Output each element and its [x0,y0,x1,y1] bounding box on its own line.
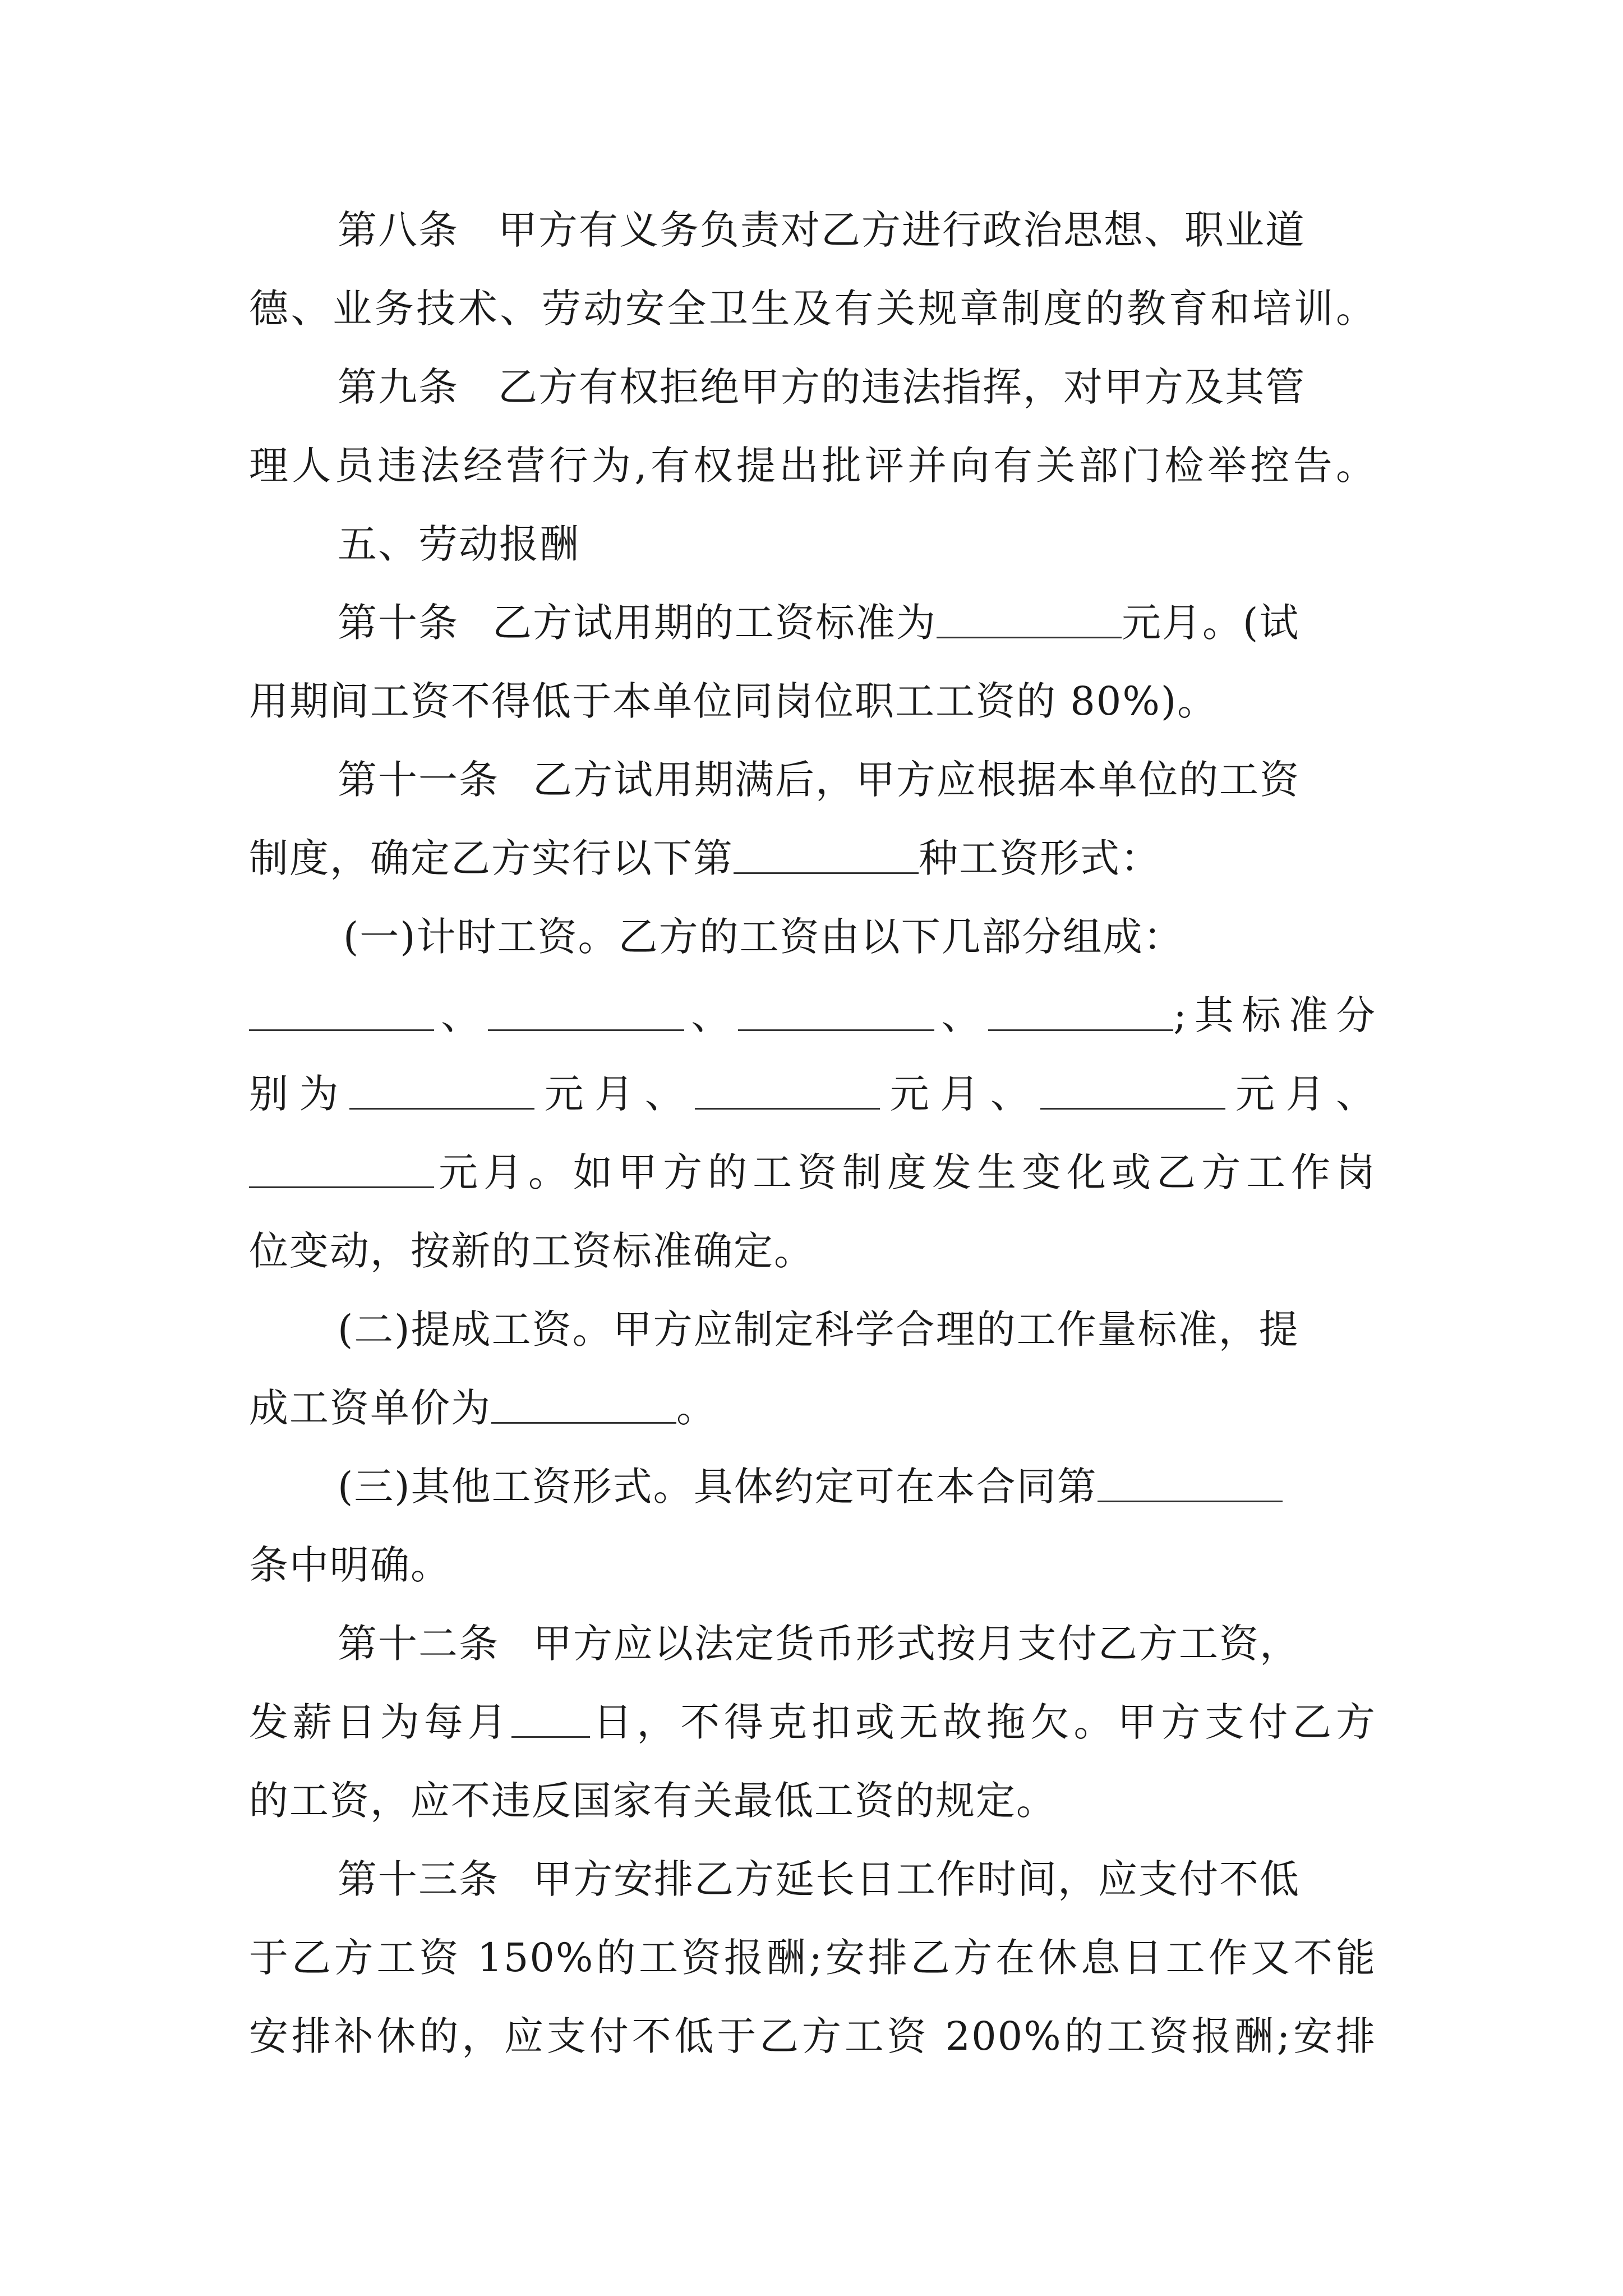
separator: 、 [434,992,488,1038]
other-wage-line-2 [249,1526,1376,1604]
article-13-text-b: 于乙方工资 150%的工资报酬;安排乙方在休息日工作又不能 [249,1935,1376,1981]
fill-blank-component-1[interactable] [249,996,434,1031]
hourly-wage-text-c: 元月。如甲方的工资制度发生变化或乙方工作岗 [434,1149,1376,1195]
separator: 、 [684,992,739,1038]
article-10-text: 乙方试用期的工资标准为 [492,600,937,646]
hourly-wage-text-b: 别为 [249,1071,350,1117]
article-13-line-1 [249,1840,1376,1918]
unit-text: 元月、 [534,1071,695,1117]
fill-blank-amount-2[interactable] [695,1074,880,1110]
article-8-text-cont: 德、业务技术、劳动安全卫生及有关规章制度的教育和培训。 [249,286,1376,332]
article-13-heading: 第十三条 [338,1856,499,1902]
unit-text: 元月、 [880,1071,1041,1117]
hourly-wage-line-5 [249,1212,1376,1290]
fill-blank-amount-3[interactable] [1040,1074,1225,1110]
article-10-line-1 [249,583,1376,662]
article-11-heading: 第十一条 [338,757,499,803]
hourly-wage-text: (一)计时工资。乙方的工资由以下几部分组成： [343,914,1184,960]
commission-text: (二)提成工资。甲方应制定科学合理的工作量标准，提 [338,1306,1299,1352]
other-wage-line-1 [249,1447,1376,1526]
article-11-line-1 [249,740,1376,819]
commission-text-b: 。 [676,1385,717,1431]
article-12-text-a: 发薪日为每月 [249,1699,511,1745]
fill-blank-component-2[interactable] [488,996,684,1031]
article-11-line-2 [249,819,1376,898]
article-10-text-cont: 用期间工资不得低于本单位同岗位职工工资的 80%)。 [249,678,1218,724]
fill-blank-trial-salary[interactable] [937,603,1122,638]
article-13-line-2 [249,1918,1376,1997]
fill-blank-component-4[interactable] [988,996,1173,1031]
hourly-wage-line-4 [249,1133,1376,1212]
fill-blank-unit-price[interactable] [491,1388,676,1424]
article-12-line-3 [249,1761,1376,1840]
other-wage-text: (三)其他工资形式。具体约定可在本合同第 [338,1464,1098,1510]
article-9-line-2 [249,426,1376,505]
hourly-wage-line-1 [249,898,1376,976]
commission-text-a: 成工资单价为 [249,1385,491,1431]
article-13-text-c: 安排补休的，应支付不低于乙方工资 200%的工资报酬;安排 [249,2013,1376,2059]
commission-line-1 [249,1290,1376,1369]
other-wage-text-cont: 条中明确。 [249,1542,451,1588]
separator: 、 [934,992,989,1038]
article-10-line-2 [249,662,1376,740]
commission-line-2 [249,1369,1376,1447]
article-12-text-c: 的工资，应不违反国家有关最低工资的规定。 [249,1778,1057,1824]
section-5-heading [249,505,1376,583]
hourly-wage-line-3 [249,1055,1376,1133]
article-11-text: 乙方试用期满后，甲方应根据本单位的工资 [533,757,1300,803]
article-9-text: 乙方有权拒绝甲方的违法指挥，对甲方及其管 [498,364,1306,410]
fill-blank-wage-form[interactable] [734,839,919,874]
unit-text: 元月、 [1225,1071,1377,1117]
fill-blank-component-3[interactable] [738,996,934,1031]
fill-blank-pay-day[interactable] [511,1703,590,1738]
article-11-text-b: 种工资形式： [919,835,1161,881]
article-11-text-a: 制度，确定乙方实行以下第 [249,835,734,881]
article-9-line-1 [249,348,1376,426]
article-9-heading: 第九条 [338,364,459,410]
fill-blank-article-number[interactable] [1098,1467,1283,1502]
article-8-line-1 [249,191,1376,269]
article-13-line-3 [249,1997,1376,2076]
article-9-text-cont: 理人员违法经营行为,有权提出批评并向有关部门检举控告。 [249,443,1376,489]
article-10-heading: 第十条 [338,600,459,646]
hourly-wage-text-d: 位变动，按新的工资标准确定。 [249,1228,814,1274]
article-8-heading: 第八条 [338,207,459,253]
article-12-text-b: 日，不得克扣或无故拖欠。甲方支付乙方 [589,1699,1376,1745]
hourly-wage-line-2 [249,976,1376,1055]
hourly-wage-text-cont: ;其标准分 [1173,992,1377,1038]
article-12-heading: 第十二条 [338,1621,499,1667]
article-8-line-2 [249,269,1376,348]
article-10-text-end: 元月。(试 [1122,600,1300,646]
section-5-title: 五、劳动报酬 [338,521,580,567]
fill-blank-amount-1[interactable] [349,1074,534,1110]
article-8-text: 甲方有义务负责对乙方进行政治思想、职业道 [498,207,1306,253]
fill-blank-amount-4[interactable] [249,1153,434,1188]
article-12-text: 甲方应以法定货币形式按月支付乙方工资， [533,1621,1300,1667]
article-13-text: 甲方安排乙方延长日工作时间，应支付不低 [533,1856,1300,1902]
article-12-line-1 [249,1604,1376,1683]
article-12-line-2 [249,1683,1376,1761]
